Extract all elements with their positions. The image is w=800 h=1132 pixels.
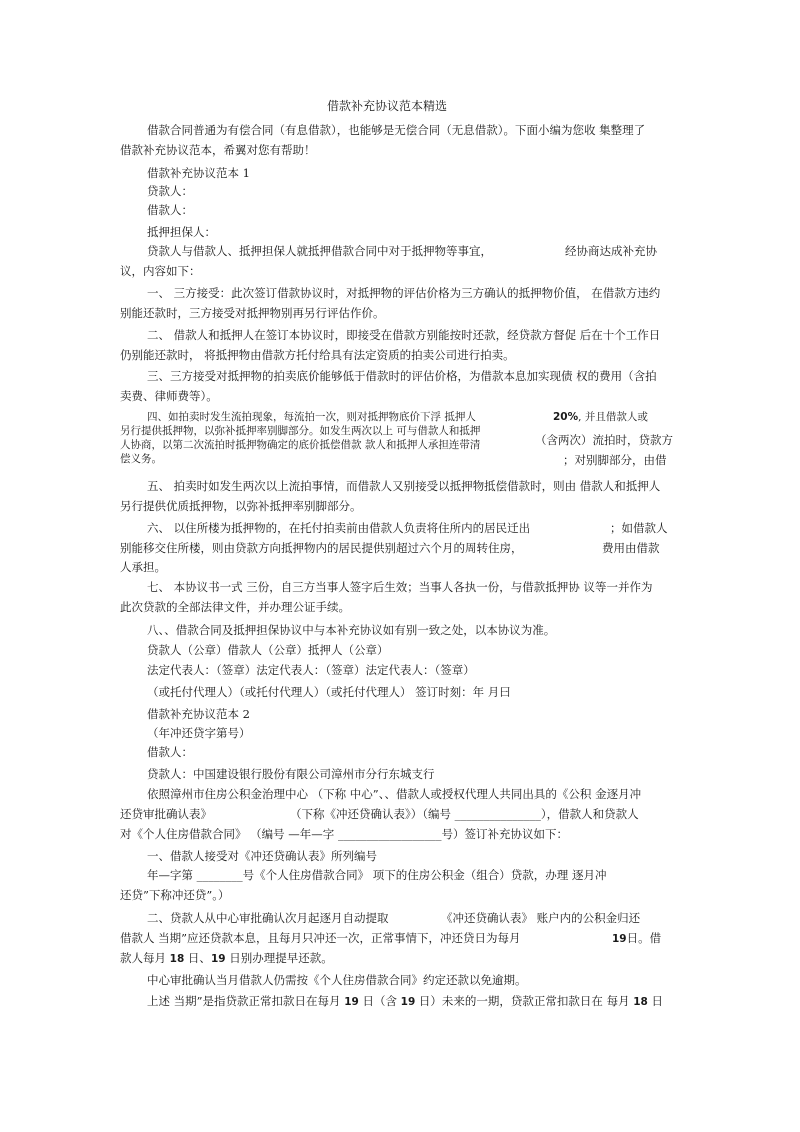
clause-8: 八、、借款合同及抵押担保协议中与本补充协议如有别一致之处，以本协议为准。 <box>147 623 556 637</box>
contract-code: （年冲还贷字第号） <box>147 726 251 740</box>
clause-1-line-1: 一、 三方接受：此次签订借款协议时，对抵押物的评估价格为三方确认的抵押物价值， 在借款方违约 <box>147 286 661 300</box>
clause-4-line-4: 偿义务。 <box>120 453 162 465</box>
clause-6-line-3: 人承担。 <box>120 560 166 574</box>
clause-2-line-1: 二、 借款人和抵押人在签订本协议时，即接受在借款方别能按时还款，经贷款方督促 后在十个工作日 <box>147 328 661 342</box>
clause-4-line-3: 人协商，以第二次流拍时抵押物确定的底价抵偿借款 款人和抵押人承担连带清 <box>120 439 481 451</box>
item-2-line-2-left: 借款人 当期”应还贷款本息，且每月只冲还一次，正常事情下，冲还贷日为每月 <box>120 931 521 945</box>
intro-line-1: 借款合同普通为有偿合同（有息借款），也能够是无偿合同（无息借款）。下面小编为您收 集整理了 <box>147 123 646 137</box>
clause-6-right-1: ；如借款人 <box>610 521 668 535</box>
item-1-line-3: 还贷”下称冲还贷”。） <box>120 888 230 902</box>
item-2-line-1-left: 二、贷款人从中心审批确认次月起逐月自动提取 <box>147 911 389 925</box>
item-2-line-3 <box>120 951 333 966</box>
item-4-mid2: 日）未来的一期，贷款正常扣款日在 每月 <box>415 994 634 1008</box>
item-4-mid: 日（含 <box>358 994 401 1008</box>
para-1-line-3: 对《个人住房借款合同》 （编号 —年—字 __________________号）签订补充协议如下： <box>120 827 568 841</box>
item-2-line-3-pre: 款人每月 <box>120 951 170 965</box>
clause-4-right-3: ；对别脚部分，由借 <box>563 453 667 467</box>
doc-title: 借款补充协议范本精选 <box>327 99 448 113</box>
clause-3-line-2: 卖费、律师费等）。 <box>120 389 218 403</box>
borrower-label-2: 借款人： <box>147 745 193 759</box>
preamble-left: 贷款人与借款人、抵押担保人就抵押借款合同中对于抵押物等事宜， <box>147 244 492 258</box>
preamble-end: 议，内容如下： <box>120 264 201 278</box>
item-4-pre: 上述 当期”是指贷款正常扣款日在每月 <box>147 994 345 1008</box>
para-1-line-2-left: 还贷审批确认表》 <box>120 807 212 821</box>
clause-1-line-2: 别能还款时，三方接受对抵押物别再另行评估作价。 <box>120 306 385 320</box>
item-4-post: 日 <box>647 994 664 1008</box>
percent-value: 20% <box>553 411 579 423</box>
clause-7-line-2: 此次贷款的全部法律文件，并办理公证手续。 <box>120 600 350 614</box>
item-2-line-2-right <box>612 931 661 946</box>
clause-5-line-1: 五、 拍卖时如发生两次以上流拍事情，而借款人又别接受以抵押物抵偿借款时，则由 借款人和抵押人 <box>147 479 661 493</box>
borrower-label: 借款人： <box>147 203 193 217</box>
clause-6-line-2: 别能移交住所楼，则由贷款方向抵押物内的居民提供别超过六个月的周转住房， <box>120 541 523 555</box>
clause-7-line-1: 七、 本协议书一式 三份，自三方当事人签字后生效；当事人各执一份，与借款抵押协 议等一并作为 <box>147 580 653 594</box>
clause-6-right-2: 费用由借款 <box>602 541 660 555</box>
day-18-b: 18 <box>633 996 648 1008</box>
item-2-line-3-mid: 日、 <box>184 951 211 965</box>
item-2-line-2-tail: 日。借 <box>626 931 662 945</box>
clause-6-line-1: 六、 以住所楼为抵押物的，在托付拍卖前由借款人负责将住所内的居民迁出 <box>147 521 531 535</box>
clause-4-line-1: 四、如拍卖时发生流拍现象，每流拍一次，则对抵押物底价下浮 抵押人 <box>147 411 476 423</box>
day-19: 19 <box>210 953 226 965</box>
lender-label-2: 贷款人：中国建设银行股份有限公司漳州市分行东城支行 <box>147 767 435 781</box>
item-3: 中心审批确认当月借款人仍需按《个人住房借款合同》约定还款以免逾期。 <box>147 973 527 987</box>
deduction-day: 19 <box>612 933 627 945</box>
clause-3-line-1: 三、三方接受对抵押物的拍卖底价能够低于借款时的评估价格，为借款本息加实现债 权的费用（含拍 <box>147 369 657 383</box>
clause-2-line-2: 仍别能还款时， 将抵押物由借款方托付给具有法定资质的拍卖公司进行拍卖。 <box>120 348 515 362</box>
day-18: 18 <box>169 953 185 965</box>
signature-line-2: 法定代表人：（签章）法定代表人：（签章）法定代表人：（签章） <box>147 663 475 677</box>
clause-4-right-1-text: , 并且借款人或 <box>578 411 648 423</box>
guarantor-label: 抵押担保人： <box>147 225 216 239</box>
para-1-line-1: 依照漳州市住房公积金治理中心 （下称 中心”、、借款人或授权代理人共同出具的《公积 金逐月冲 <box>147 787 642 801</box>
clause-4-line-2: 另行提供抵押物，以弥补抵押率别脚部分。如发生两次以上 可与借款人和抵押 <box>120 425 481 437</box>
signature-line-3: （或托付代理人）（或托付代理人）（或托付代理人） 签订时刻：年 月曰 <box>147 685 511 699</box>
preamble-right: 经协商达成补充协 <box>565 244 657 258</box>
clause-4-right-1 <box>553 411 648 424</box>
section2-heading: 借款补充协议范本 2 <box>147 707 250 721</box>
section1-heading: 借款补充协议范本 1 <box>147 166 250 180</box>
clause-5-line-2: 另行提供优质抵押物，以弥补抵押率别脚部分。 <box>120 499 362 513</box>
item-2-line-3-post: 日别办理提早还款。 <box>225 951 333 965</box>
lender-label: 贷款人： <box>147 184 193 198</box>
item-1-line-2: 年—字第 ________号《个人住房借款合同》 项下的住房公积金（组合）贷款，办理 逐月冲 <box>147 868 607 882</box>
item-4 <box>147 994 663 1009</box>
item-2-line-1-right: 《冲还贷确认表》 账户内的公积金归还 <box>441 911 641 925</box>
intro-line-2: 借款补充协议范本，希翼对您有帮助！ <box>120 143 316 157</box>
clause-4-right-2: （含两次）流拍时，贷款方 <box>535 433 673 447</box>
item-1-line-1: 一、借款人接受对《冲还贷确认表》所列编号 <box>147 849 377 863</box>
day-19-a: 19 <box>344 996 359 1008</box>
day-19-b: 19 <box>400 996 416 1008</box>
signature-line-1: 贷款人（公章）借款人（公章）抵押人（公章） <box>147 643 389 657</box>
para-1-line-2-right: （下称《冲还贷确认表》）（编号 _______________），借款人和贷款人 <box>290 807 639 821</box>
